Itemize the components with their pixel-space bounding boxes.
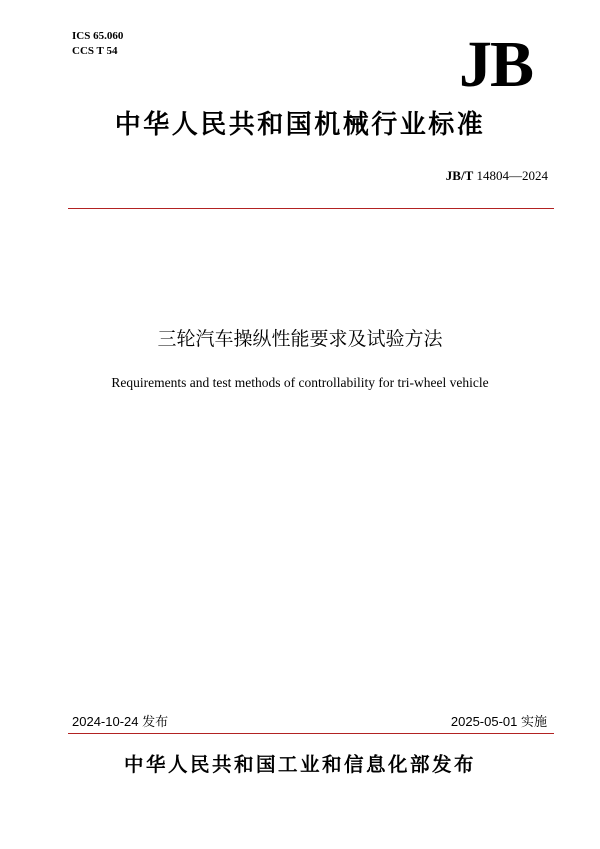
implementation-date: 2025-05-01 实施 — [450, 714, 547, 729]
document-title-zh: 三轮汽车操纵性能要求及试验方法 — [157, 328, 443, 350]
ics-code: ICS 65.060 — [72, 30, 124, 42]
ccs-code: CCS T 54 — [72, 45, 118, 57]
document-title-en: Requirements and test methods of controllability for tri-wheel vehicle — [111, 375, 489, 390]
header-divider — [68, 208, 554, 209]
standard-category-title: 中华人民共和国机械行业标准 — [114, 110, 486, 140]
classification-codes — [72, 29, 123, 59]
standard-number-value: 14804—2024 — [473, 168, 548, 183]
standard-number-prefix: JB/T — [445, 168, 474, 183]
footer-divider — [68, 733, 554, 734]
issue-date: 2024-10-24 发布 — [72, 714, 169, 729]
publisher: 中华人民共和国工业和信息化部发布 — [123, 753, 476, 776]
standard-number — [446, 168, 548, 184]
jb-logo: JB — [458, 28, 532, 101]
